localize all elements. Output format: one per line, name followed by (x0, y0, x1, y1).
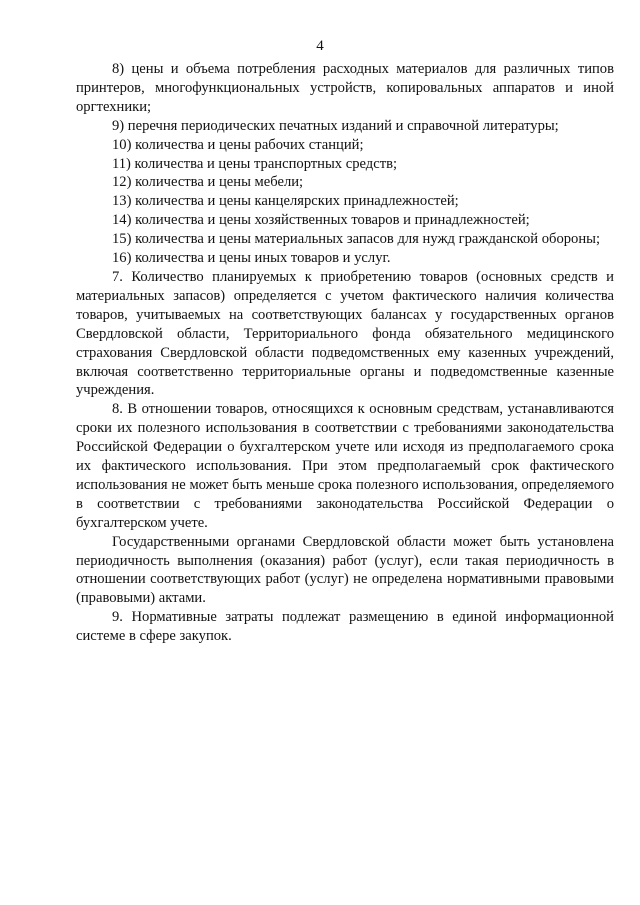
paragraph-8-continuation: Государственными органами Свердловской области может быть установлена периодичность выполнения (оказания) работ (услуг), если такая периодичность в отношении соответствующих работ (услуг) не определена нормативными правовыми (правовыми) актами. (76, 533, 614, 607)
paragraph-8: 8. В отношении товаров, относящихся к основным средствам, устанавливаются сроки их полезного использования в соответствии с требованиями законодательства Российской Федерации о бухгалтерском учете или исходя из предполагаемого срока их фактического использования. При этом предполагаемый срок фактического использования не может быть меньше срока полезного использования, определяемого в соответствии с требованиями законодательства Российской Федерации о бухгалтерском учете. (76, 401, 614, 531)
list-item-16: 16) количества и цены иных товаров и услуг. (112, 250, 391, 267)
list-item-8: 8) цены и объема потребления расходных материалов для различных типов принтеров, многофункциональных устройств, копировальных аппаратов и иной оргтехники; (76, 61, 614, 115)
list-item-9: 9) перечня периодических печатных изданий и справочной литературы; (112, 117, 559, 134)
list-item-13: 13) количества и цены канцелярских принадлежностей; (112, 193, 459, 210)
list-item-14: 14) количества и цены хозяйственных товаров и принадлежностей; (112, 212, 530, 229)
document-body (76, 60, 614, 646)
list-item-12: 12) количества и цены мебели; (112, 174, 304, 191)
list-item-11: 11) количества и цены транспортных средств; (112, 155, 398, 172)
paragraph-7: 7. Количество планируемых к приобретению товаров (основных средств и материальных запасов) определяется с учетом фактического наличия количества товаров, учитываемых на соответствующих балансах у государственных органов Свердловской области, Территориального фонда обязательного медицинского страхования Свердловской области подведомственных ему казенных учреждений, включая соответственно территориальные органы и подведомственные казенные учреждения. (76, 268, 614, 399)
list-item-15: 15) количества и цены материальных запасов для нужд гражданской обороны; (112, 231, 601, 248)
paragraph-9: 9. Нормативные затраты подлежат размещению в единой информационной системе в сфере закупок. (76, 609, 614, 645)
page-number: 4 (316, 38, 324, 54)
list-item-10: 10) количества и цены рабочих станций; (112, 136, 364, 153)
